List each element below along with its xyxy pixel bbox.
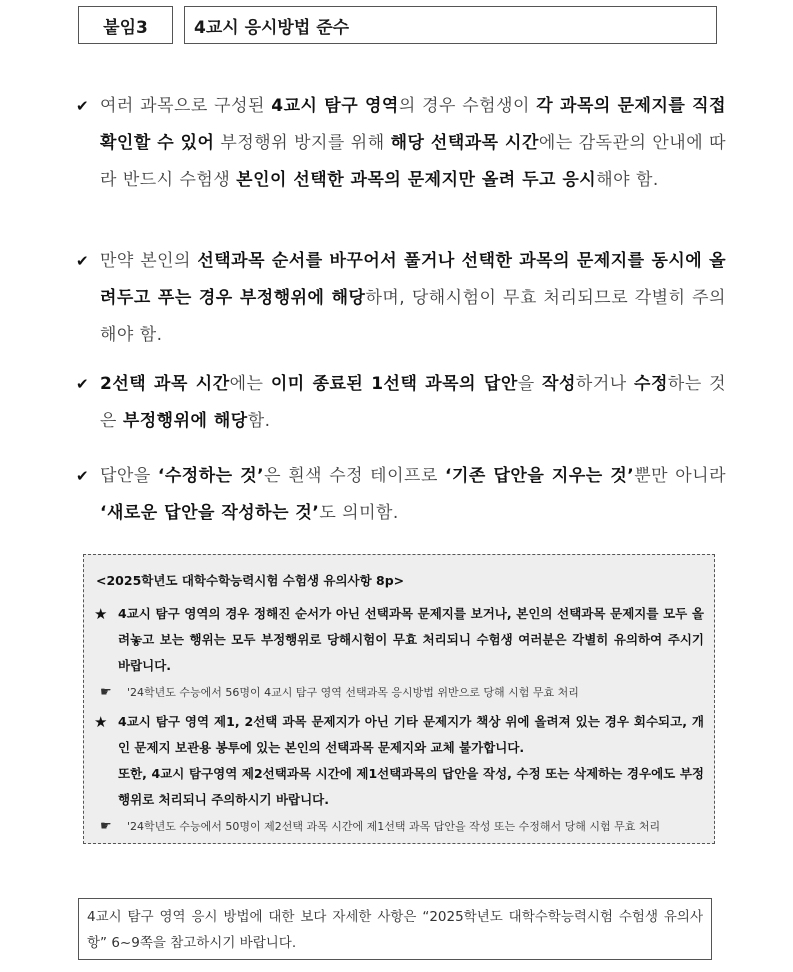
body-text: 만약 본인의 xyxy=(100,251,198,271)
checkmark-icon: ✔ xyxy=(76,375,89,393)
bullet-text xyxy=(100,243,726,354)
body-text: 여러 과목으로 구성된 xyxy=(100,96,272,116)
body-text: 해야 함. xyxy=(596,170,659,190)
attachment-tag: 붙임3 xyxy=(78,6,173,44)
body-text: 도 의미함. xyxy=(319,503,399,523)
emphasized-text: ‘새로운 답안을 작성하는 것’ xyxy=(100,503,320,523)
bullet-item-2 xyxy=(76,243,726,354)
notice-subnote-1 xyxy=(94,681,704,705)
page-title: 4교시 응시방법 준수 xyxy=(184,6,717,44)
notice-item-text: 4교시 탐구 영역 제1, 2선택 과목 문제지가 아닌 기타 문제지가 책상 위에 올려져 있는 경우 회수되고, 개인 문제지 보관용 봉투에 있는 본인의 선택과목 문제지와 교체 불가합니다. xyxy=(118,714,704,755)
bullet-item-4 xyxy=(76,458,726,532)
pointing-hand-icon: ☛ xyxy=(100,685,112,700)
body-text: 에는 감독관의 안내에 따라 반드시 수험생 xyxy=(100,133,726,190)
bullet-text xyxy=(100,88,726,199)
emphasized-text: 2선택 과목 시간 xyxy=(100,374,230,394)
bullet-text xyxy=(100,458,726,532)
emphasized-text: ‘기존 답안을 지우는 것’ xyxy=(445,466,635,486)
emphasized-text: 본인이 선택한 과목의 문제지만 올려 두고 응시 xyxy=(236,170,597,190)
checkmark-icon: ✔ xyxy=(76,97,89,115)
body-text: 뿐만 아니라 xyxy=(634,466,727,486)
body-text: 부정행위 방지를 위해 xyxy=(214,133,391,153)
emphasized-text: 수정 xyxy=(634,374,668,394)
checkmark-icon: ✔ xyxy=(76,467,89,485)
notice-item-2 xyxy=(94,709,704,813)
emphasized-text: 작성 xyxy=(542,374,576,394)
body-text: 을 xyxy=(517,374,543,394)
body-text: 함. xyxy=(247,411,271,431)
body-text: 은 흰색 수정 테이프로 xyxy=(264,466,446,486)
body-text: 하거나 xyxy=(575,374,635,394)
notice-item-1 xyxy=(94,601,704,679)
bullet-item-3 xyxy=(76,366,726,440)
notice-subnote-text: '24학년도 수능에서 50명이 제2선택 과목 시간에 제1선택 과목 답안을 작성 또는 수정해서 당해 시험 무효 처리 xyxy=(127,820,661,833)
notice-item-text-continued: 또한, 4교시 탐구영역 제2선택과목 시간에 제1선택과목의 답안을 작성, 수정 또는 삭제하는 경우에도 부정행위로 처리되니 주의하시기 바랍니다. xyxy=(118,766,704,807)
star-icon: ★ xyxy=(94,605,108,623)
body-text: 답안을 xyxy=(100,466,158,486)
notice-heading: <2025학년도 대학수학능력시험 수험생 유의사항 8p> xyxy=(96,573,405,588)
emphasized-text: 선택과목 순서를 바꾸어서 풀거나 선택한 과목의 문제지를 동시에 올려두고 푸는 경우 부정행위에 해당 xyxy=(100,251,727,308)
star-icon: ★ xyxy=(94,713,108,731)
bullet-text xyxy=(100,366,726,440)
page-header xyxy=(78,6,717,44)
body-text: 의 경우 수험생이 xyxy=(398,96,537,116)
notice-item-text: 4교시 탐구 영역의 경우 정해진 순서가 아닌 선택과목 문제지를 보거나, 본인의 선택과목 문제지를 모두 올려놓고 보는 행위는 모두 부정행위로 당해시험이 무효 처리되니 수험생 여러분은 각별히 유의하여 주시기 바랍니다. xyxy=(118,606,704,673)
reference-note-text: 4교시 탐구 영역 응시 방법에 대한 보다 자세한 사항은 “2025학년도 대학수학능력시험 수험생 유의사항” 6~9쪽을 참고하시기 바랍니다. xyxy=(87,909,703,951)
bullet-item-1 xyxy=(76,88,726,199)
emphasized-text: 해당 선택과목 시간 xyxy=(390,133,539,153)
body-text: 하며, 당해시험이 무효 처리되므로 각별히 주의해야 함. xyxy=(100,288,726,345)
emphasized-text: 4교시 탐구 영역 xyxy=(271,96,399,116)
body-text: 하는 것은 xyxy=(100,374,727,431)
reference-note-box xyxy=(78,898,712,960)
notice-box xyxy=(83,554,715,844)
emphasized-text: 각 과목의 문제지를 직접 확인할 수 있어 xyxy=(100,96,727,153)
notice-subnote-2 xyxy=(94,815,704,839)
notice-subnote-text: '24학년도 수능에서 56명이 4교시 탐구 영역 선택과목 응시방법 위반으로 당해 시험 무효 처리 xyxy=(127,686,579,699)
body-text: 에는 xyxy=(229,374,271,394)
emphasized-text: 부정행위에 해당 xyxy=(122,411,248,431)
checkmark-icon: ✔ xyxy=(76,252,89,270)
pointing-hand-icon: ☛ xyxy=(100,819,112,834)
emphasized-text: 이미 종료된 1선택 과목의 답안 xyxy=(270,374,518,394)
emphasized-text: ‘수정하는 것’ xyxy=(157,466,265,486)
